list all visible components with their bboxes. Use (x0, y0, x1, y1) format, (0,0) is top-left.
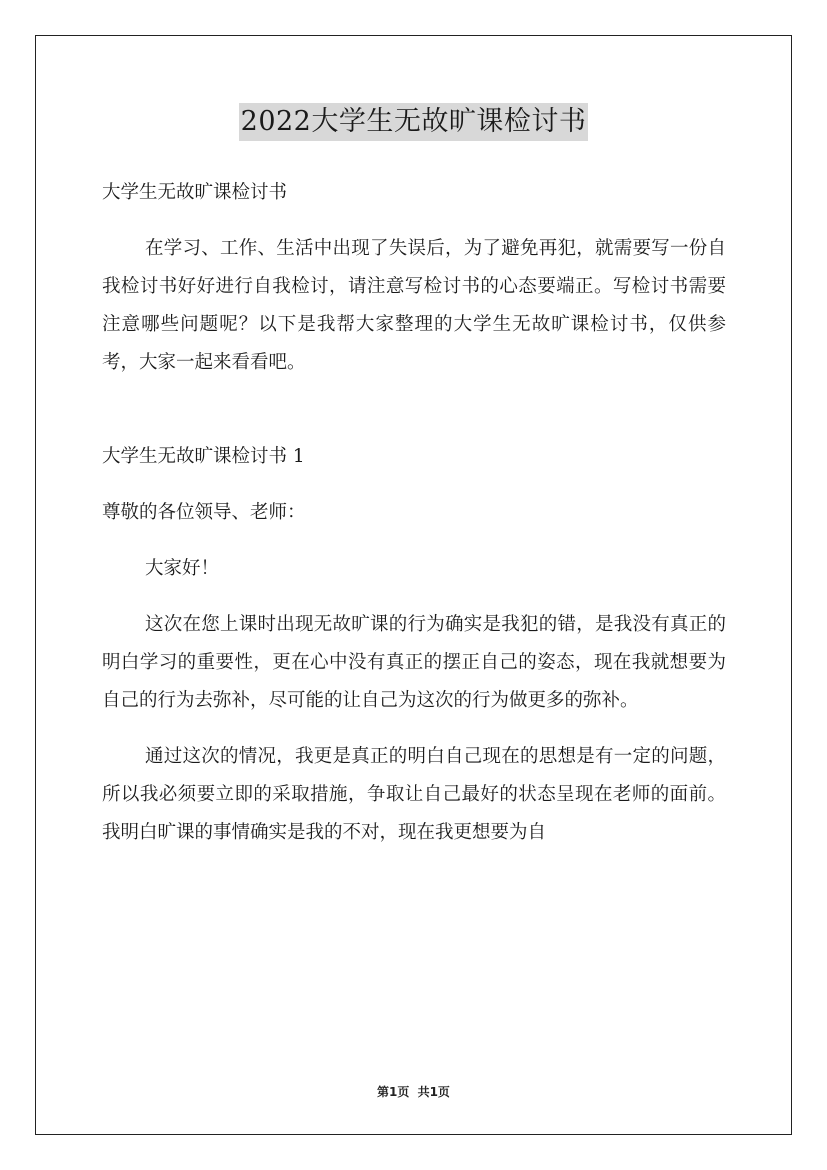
intro-paragraph: 在学习、工作、生活中出现了失误后，为了避免再犯，就需要写一份自我检讨书好好进行自我检讨，请注意写检讨书的心态要端正。写检讨书需要注意哪些问题呢？以下是我帮大家整理的大学生无故旷课检讨书，仅供参考，大家一起来看看吧。 (102, 238, 726, 373)
title-container (0, 103, 827, 141)
page-footer: 第1页 共1页 (377, 1085, 450, 1099)
document-title: 2022大学生无故旷课检讨书 (239, 103, 589, 141)
body-paragraph-2: 通过这次的情况，我更是真正的明白自己现在的思想是有一定的问题，所以我必须要立即的采取措施，争取让自己最好的状态呈现在老师的面前。我明白旷课的事情确实是我的不对，现在我更想要为自 (102, 746, 726, 843)
document-subtitle: 大学生无故旷课检讨书 (102, 182, 288, 203)
section-heading: 大学生无故旷课检讨书 1 (102, 446, 305, 467)
salutation: 尊敬的各位领导、老师： (102, 502, 306, 523)
greeting: 大家好！ (145, 558, 220, 579)
body-paragraph-1: 这次在您上课时出现无故旷课的行为确实是我犯的错，是我没有真正的明白学习的重要性，更在心中没有真正的摆正自己的姿态，现在我就想要为自己的行为去弥补，尽可能的让自己为这次的行为做更多的弥补。 (102, 614, 726, 711)
document-body (102, 174, 726, 852)
